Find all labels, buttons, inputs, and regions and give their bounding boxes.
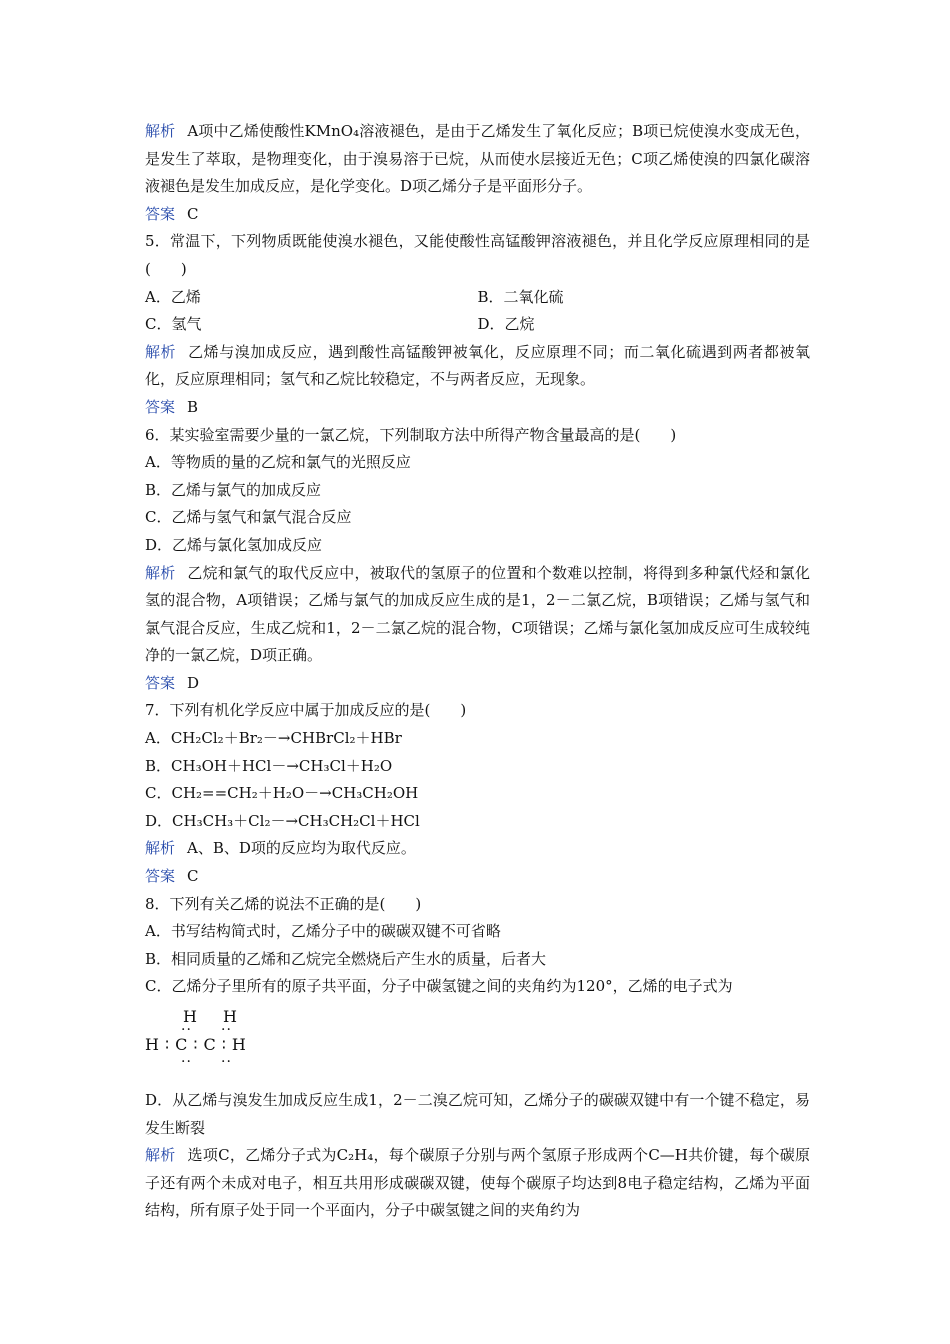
q6-option-c: C．乙烯与氢气和氯气混合反应 — [145, 508, 352, 527]
ef-h-top-left: H — [183, 1007, 197, 1026]
q7-analysis — [145, 835, 810, 863]
answer-label: 答案 — [145, 204, 176, 223]
analysis-label: 解析 — [145, 342, 177, 361]
answer-label: 答案 — [145, 673, 176, 692]
q7-answer — [145, 863, 810, 891]
q5-option-c: C．氢气 — [145, 315, 202, 334]
q8-option-d: D．从乙烯与溴发生加成反应生成1，2－二溴乙烷可知，乙烯分子的碳碳双键中有一个键不稳定，易发生断裂 — [145, 1091, 810, 1137]
q7-option-a: A．CH₂Cl₂＋Br₂－→CHBrCl₂＋HBr — [145, 729, 402, 748]
analysis-label: 解析 — [145, 122, 176, 140]
ef-dots-bottom-right: ·· — [221, 1054, 232, 1070]
q4-answer — [145, 201, 810, 229]
q7-option-d: D．CH₃CH₃＋Cl₂－→CH₃CH₂Cl＋HCl — [145, 811, 420, 830]
analysis-label: 解析 — [145, 839, 176, 858]
analysis-label: 解析 — [145, 1146, 176, 1165]
answer-label: 答案 — [145, 867, 176, 886]
q5-option-a: A．乙烯 — [145, 287, 201, 306]
q5-options-row1 — [145, 284, 810, 312]
analysis-label: 解析 — [145, 563, 176, 582]
q5-answer — [145, 394, 810, 422]
answer-label: 答案 — [145, 397, 176, 416]
q5-stem: 5．常温下，下列物质既能使溴水褪色，又能使酸性高锰酸钾溶液褪色，并且化学反应原理相同的是( ) — [145, 232, 810, 278]
q6-answer — [145, 670, 810, 698]
q8-stem: 8．下列有关乙烯的说法不正确的是( ) — [145, 894, 422, 913]
ethylene-electron-formula — [145, 1003, 810, 1081]
answer-value: D — [187, 673, 200, 692]
analysis-text: A、B、D项的反应均为取代反应。 — [187, 839, 416, 858]
q5-options-row2 — [145, 311, 810, 339]
answer-value: B — [187, 397, 199, 416]
ef-h-top-right: H — [223, 1007, 237, 1026]
q5-option-d: D．乙烷 — [477, 315, 535, 334]
q5-option-b: B．二氧化硫 — [477, 287, 564, 306]
answer-value: C — [187, 867, 199, 886]
q8-option-a: A．书写结构简式时，乙烯分子中的碳碳双键不可省略 — [145, 922, 501, 941]
q6-analysis — [145, 560, 810, 670]
q8-analysis — [145, 1142, 810, 1225]
q8-option-b: B．相同质量的乙烯和乙烷完全燃烧后产生水的质量，后者大 — [145, 949, 547, 968]
ef-dots-top-right: ·· — [221, 1022, 232, 1038]
q7-option-b: B．CH₃OH＋HCl－→CH₃Cl＋H₂O — [145, 756, 393, 775]
q6-stem: 6．某实验室需要少量的一氯乙烷，下列制取方法中所得产物含量最高的是( ) — [145, 425, 677, 444]
analysis-text: 乙烷和氯气的取代反应中，被取代的氢原子的位置和个数难以控制，将得到多种氯代烃和氯化氢的混合物，A项错误；乙烯与氯气的加成反应生成的是1，2－二氯乙烷，B项错误；乙烯与氢气和氯气混合反应，生成乙烷和1，2－二氯乙烷的混合物，C项错误；乙烯与氯化氢加成反应可生成较纯净的一氯乙烷，D项正确。 — [145, 563, 810, 665]
answer-value: C — [187, 204, 199, 223]
q4-analysis — [145, 118, 810, 201]
q7-option-c: C．CH₂==CH₂＋H₂O－→CH₃CH₂OH — [145, 784, 419, 803]
q6-option-b: B．乙烯与氯气的加成反应 — [145, 480, 322, 499]
q5-analysis — [145, 339, 810, 394]
q7-stem: 7．下列有机化学反应中属于加成反应的是( ) — [145, 701, 467, 720]
ef-dots-top-left: ·· — [181, 1022, 192, 1038]
q6-option-d: D．乙烯与氯化氢加成反应 — [145, 535, 323, 554]
analysis-text: 选项C，乙烯分子式为C₂H₄，每个碳原子分别与两个氢原子形成两个C—H共价键，每个碳原子还有两个未成对电子，相互共用形成碳碳双键，使每个碳原子均达到8电子稳定结构，乙烯为平面结构，所有原子处于同一个平面内，分子中碳氢键之间的夹角约为 — [145, 1146, 810, 1220]
ef-main-line: H∶C∶C∶H — [145, 1035, 252, 1054]
ef-dots-bottom-left: ·· — [181, 1054, 192, 1070]
analysis-text: 乙烯与溴加成反应，遇到酸性高锰酸钾被氧化，反应原理不同；而二氧化硫遇到两者都被氧化，反应原理相同；氢气和乙烷比较稳定，不与两者反应，无现象。 — [145, 342, 810, 389]
q6-option-a: A．等物质的量的乙烷和氯气的光照反应 — [145, 453, 411, 472]
analysis-text: A项中乙烯使酸性KMnO₄溶液褪色，是由于乙烯发生了氧化反应；B项已烷使溴水变成无色，是发生了萃取，是物理变化，由于溴易溶于已烷，从而使水层接近无色；C项乙烯使溴的四氯化碳溶液褪色是发生加成反应，是化学变化。D项乙烯分子是平面形分子。 — [145, 122, 810, 196]
q8-option-c: C．乙烯分子里所有的原子共平面，分子中碳氢键之间的夹角约为120°，乙烯的电子式为 — [145, 977, 733, 996]
document-page — [145, 118, 810, 1225]
